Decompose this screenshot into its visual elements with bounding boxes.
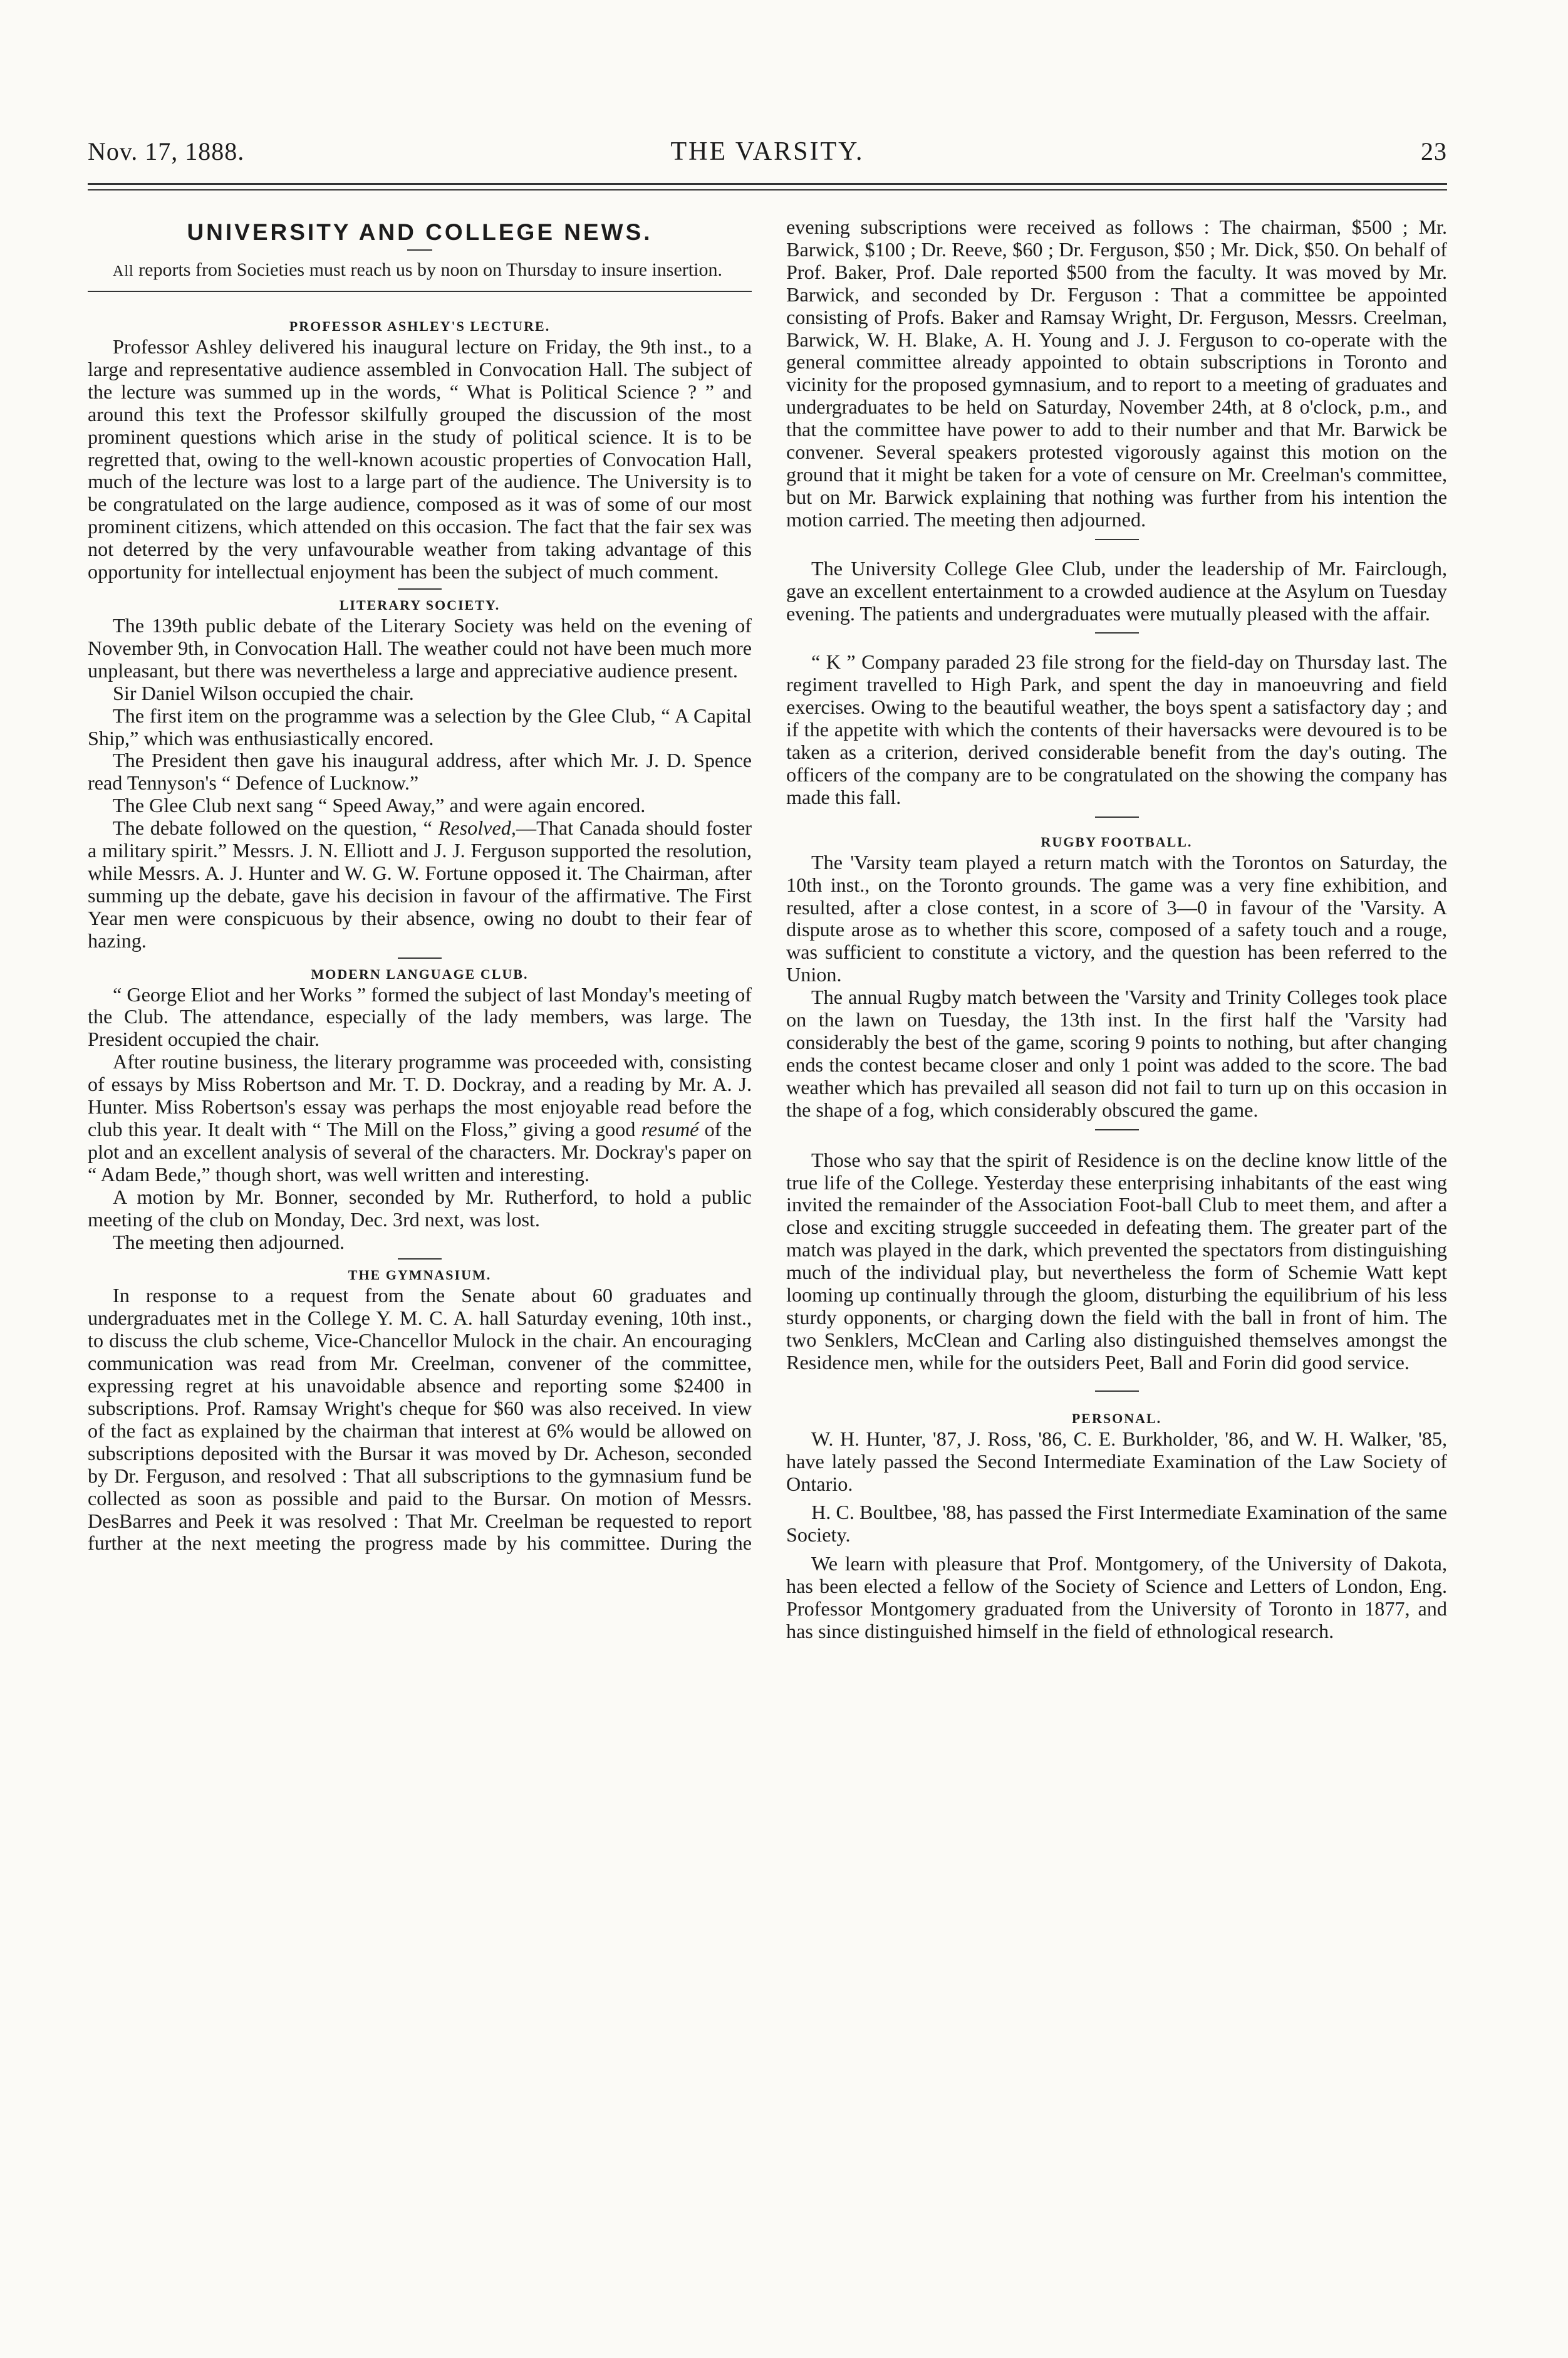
notice-caps: All	[113, 263, 134, 279]
masthead-title: THE VARSITY.	[670, 137, 864, 166]
submission-notice	[88, 259, 752, 282]
section-divider	[1095, 816, 1139, 818]
italic-run: Resolved,	[438, 816, 516, 840]
section-heading-modern: MODERN LANGUAGE CLUB.	[311, 966, 529, 982]
section-heading-personal: PERSONAL.	[1071, 1410, 1162, 1426]
section-divider	[1095, 1390, 1139, 1392]
section-heading-literary: LITERARY SOCIETY.	[339, 597, 501, 613]
right-column	[786, 216, 1447, 1643]
section-divider	[398, 588, 442, 590]
paragraph: H. C. Boultbee, '88, has passed the First Intermediate Examination of the same Society.	[786, 1501, 1447, 1547]
section-heading-ashley: PROFESSOR ASHLEY'S LECTURE.	[289, 318, 551, 334]
section-divider	[1095, 632, 1139, 634]
paragraph: Sir Daniel Wilson occupied the chair.	[113, 681, 414, 704]
section-divider	[398, 957, 442, 959]
paragraph-glee: The University College Glee Club, under the leadership of Mr. Fairclough, gave an excellent entertainment to a crowded audience at the Asylum on Tuesday evening. The patients and undergraduates were mutually pleased with the affair.	[786, 556, 1447, 625]
paragraph: “ George Eliot and her Works ” formed the subject of last Monday's meeting of the Club. The attendance, especially of the lady members, was large. The President occupied the chair.	[88, 983, 752, 1051]
section-divider	[1095, 1129, 1139, 1130]
text-run: The debate followed on the question, “	[113, 816, 439, 840]
paragraph: The President then gave his inaugural address, after which Mr. J. D. Spence read Tennyson's “ Defence of Lucknow.”	[88, 749, 752, 795]
paragraph	[88, 1051, 752, 1186]
text-run: of the plot and an excellent analysis of several of the characters. Mr. Dockray's paper on “ Adam Bede,” though short, was well written and interesting.	[88, 1118, 752, 1186]
paragraph: W. H. Hunter, '87, J. Ross, '86, C. E. Burkholder, '86, and W. H. Walker, '85, have lately passed the Second Intermediate Examination of the Law Society of Ontario.	[786, 1427, 1447, 1495]
paragraph: Professor Ashley delivered his inaugural lecture on Friday, the 9th inst., to a large and representative audience assembled in Convocation Hall. The subject of the lecture was summed up in the words, “ What is Political Science ? ” and around this text the Professor skilfully grouped the discussion of the most prominent questions which arise in the study of political science. It is to be regretted that, owing to the well-known acoustic properties of Convocation Hall, much of the lecture was lost to a large part of the audience. The University is to be congratulated on the large audience, composed as it was of some of our most prominent citizens, which attended on this occasion. The fact that the fair sex was not deterred by the very unfavourable weather from taking advantage of this opportunity for intellectual enjoyment has been the subject of much comment.	[88, 335, 752, 583]
paragraph-debate	[88, 817, 752, 952]
italic-run: resumé	[641, 1118, 699, 1140]
left-column	[88, 219, 752, 1555]
text-run: After routine business, the literary programme was proceeded with, consisting of essays by Miss Robertson and Mr. T. D. Dockray, and a reading by Mr. A. J. Hunter. Miss Robertson's essay was perhaps the most enjoyable read before the club this year. It dealt with “ The Mill on the Floss,” giving a good	[88, 1050, 752, 1140]
paragraph: In response to a request from the Senate about 60 graduates and undergraduates met in the College Y. M. C. A. hall Saturday evening, 10th inst., to discuss the club scheme, Vice-Chancellor Mulock in the chair. An encouraging communication was read from Mr. Creelman, convener of the committee, expressing regret at his unavoidable absence and reporting some $2400 in subscriptions. Prof. Ramsay Wright's cheque for $60 was also received. In view of the fact as explained by the chairman that interest at 6% would be allowed on subscriptions deposited with the Bursar it was moved by Dr. Acheson, seconded by Dr. Ferguson, and resolved : That all subscriptions to the gymnasium fund be collected as soon as possible and paid to the Bursar. On motion of Messrs. DesBarres and Peek it was resolved : That Mr. Creelman be requested to report further at the next meeting the progress made by his committee. During the	[88, 1284, 752, 1555]
section-divider	[1095, 539, 1139, 540]
text-run: —That Canada should foster a military spirit.” Messrs. J. N. Elliott and J. J. Ferguson supported the resolution, while Messrs. A. J. Hunter and W. G. W. Fortune opposed it. The Chairman, after summing up the debate, gave his decision in favour of the affirmative. The First Year men were conspicuous by their absence, owing no doubt to their fear of hazing.	[88, 816, 752, 952]
paragraph: The annual Rugby match between the 'Varsity and Trinity Colleges took place on the lawn on Tuesday, the 13th inst. In the first half the 'Varsity had considerably the best of the game, scoring 9 points to nothing, but after changing ends the contest became closer and only 1 point was added to the score. The bad weather which has prevailed all season did not fail to turn up on this occasion in the shape of a fog, which considerably obscured the game.	[786, 986, 1447, 1121]
paragraph: A motion by Mr. Bonner, seconded by Mr. Rutherford, to hold a public meeting of the club on Monday, Dec. 3rd next, was lost.	[88, 1185, 752, 1231]
paragraph: We learn with pleasure that Prof. Montgomery, of the University of Dakota, has been elected a fellow of the Society of Science and Letters of London, Eng. Professor Montgomery graduated from the University of Toronto in 1877, and has since distinguished himself in the field of ethnological research.	[786, 1552, 1447, 1642]
notice-text: reports from Societies must reach us by noon on Thursday to insure insertion.	[133, 259, 722, 280]
header-rule	[88, 183, 1447, 185]
issue-date: Nov. 17, 1888.	[88, 137, 245, 165]
paragraph: The Glee Club next sang “ Speed Away,” and were again encored.	[113, 794, 646, 817]
paragraph-continued: evening subscriptions were received as follows : The chairman, $500 ; Mr. Barwick, $100 ; Dr. Reeve, $60 ; Dr. Ferguson, $50 ; Mr. Dick, $50. On behalf of Prof. Baker, Prof. Dale reported $500 from the faculty. It was moved by Mr. Barwick, and seconded by Dr. Ferguson : That a committee be appointed consisting of Profs. Baker and Ramsay Wright, Dr. Ferguson, Messrs. Creelman, Barwick, W. H. Blake, A. H. Young and J. J. Ferguson to co-operate with the general committee already appointed to obtain subscriptions in Toronto and vicinity for the proposed gymnasium, and to report to a meeting of graduates and undergraduates to be held on Saturday, November 24th, at 8 o'clock, p.m., and that the committee have power to add to their number and that Mr. Barwick be convener. Several speakers protested vigorously against this motion on the ground that it might be taken for a vote of censure on Mr. Creelman's committee, but on Mr. Barwick explaining that nothing was further from his intention the motion carried. The meeting then adjourned.	[786, 216, 1447, 531]
paragraph: The meeting then adjourned.	[113, 1230, 345, 1253]
header-rule-thin	[88, 189, 1447, 190]
paragraph-residence: Those who say that the spirit of Residence is on the decline know little of the true life of the College. Yesterday these enterprising inhabitants of the east wing invited the remainder of the Association Foot-ball Club to meet them, and after a close and exciting struggle succeeded in defeating them. The greater part of the match was played in the dark, which prevented the spectators from distinguishing much of the individual play, but nevertheless the form of Schemie Watt kept looming up continually through the gloom, disturbing the equilibrium of his less sturdy opponents, or charging down the field with the ball in front of him. The two Senklers, McClean and Carling also distinguished themselves amongst the Residence men, while for the outsiders Peet, Ball and Forin did good service.	[786, 1148, 1447, 1374]
heading-rule	[407, 249, 432, 251]
section-heading-gymnasium: THE GYMNASIUM.	[348, 1267, 492, 1283]
page-header	[88, 137, 1447, 174]
paragraph: The 139th public debate of the Literary Society was held on the evening of November 9th, in Convocation Hall. The weather could not have been much more unpleasant, but there was nevertheless a large and appreciative audience present.	[88, 613, 752, 682]
notice-rule	[88, 291, 752, 292]
paragraph-k-company: “ K ” Company paraded 23 file strong for the field-day on Thursday last. The regiment travelled to High Park, and spent the day in manoeuvring and field exercises. Owing to the beautiful weather, the boys spent a satisfactory day ; and if the appetite with which the contents of their haversacks were devoured is to be taken as a criterion, derived considerable benefit from the day's outing. The officers of the company are to be congratulated on the showing the company has made this fall.	[786, 650, 1447, 808]
main-heading: UNIVERSITY AND COLLEGE NEWS.	[187, 219, 653, 245]
paragraph: The first item on the programme was a selection by the Glee Club, “ A Capital Ship,” which was enthusiastically encored.	[88, 704, 752, 749]
section-heading-rugby: RUGBY FOOTBALL.	[1041, 833, 1193, 850]
section-divider	[398, 1258, 442, 1260]
page-number: 23	[1421, 137, 1447, 165]
paragraph: The 'Varsity team played a return match with the Torontos on Saturday, the 10th inst., on the Toronto grounds. The game was a very fine exhibition, and resulted, after a close contest, in a score of 3—0 in favour of the 'Varsity. A dispute arose as to whether this score, composed of a safety touch and a rouge, was sufficient to constitute a victory, and the question has been referred to the Union.	[786, 850, 1447, 986]
